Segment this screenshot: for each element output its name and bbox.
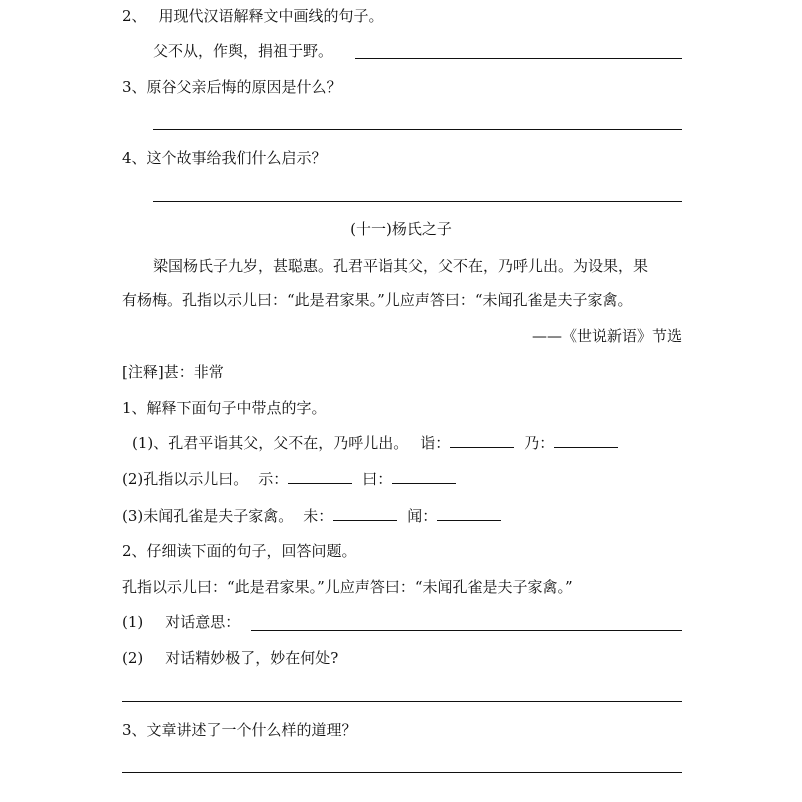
exercise-2-title: 2、仔细读下面的句子，回答问题。	[122, 542, 357, 560]
question-3-answer-line[interactable]	[153, 129, 682, 130]
sub-text: 对话精妙极了，妙在何处?	[165, 649, 339, 667]
exercise-1-item-3	[122, 506, 501, 526]
answer-blank[interactable]	[437, 506, 501, 521]
question-2-answer-line[interactable]	[355, 58, 682, 59]
exercise-3-answer-line[interactable]	[122, 772, 682, 773]
answer-blank[interactable]	[333, 506, 397, 521]
answer-blank[interactable]	[554, 433, 618, 448]
story-line-2: 有杨梅。孔指以示儿曰：“此是君家果。”儿应声答曰：“未闻孔雀是夫子家禽。	[122, 291, 633, 309]
item-word-label: 乃：	[524, 434, 555, 452]
question-2-sentence: 父不从，作舆，捐祖于野。	[153, 42, 334, 60]
story-source: ——《世说新语》节选	[531, 327, 682, 345]
item-word-label: 诣：	[420, 434, 451, 452]
item-word-label: 未：	[303, 507, 334, 525]
story-title: (十一)杨氏之子	[350, 220, 452, 238]
exercise-2-sub-1-answer-line[interactable]	[251, 630, 682, 631]
exercise-2-quote: 孔指以示儿曰：“此是君家果。”儿应声答曰：“未闻孔雀是夫子家禽。”	[122, 578, 573, 596]
answer-blank[interactable]	[450, 433, 514, 448]
exercise-1-item-2	[122, 469, 456, 489]
sub-number: (2)	[122, 649, 144, 667]
item-sentence: (1)、孔君平诣其父，父不在，乃呼儿出。	[132, 434, 409, 452]
question-2-number: 2、	[122, 7, 147, 25]
item-word-label: 示：	[258, 470, 289, 488]
question-3: 3、原谷父亲后悔的原因是什么？	[122, 78, 342, 96]
story-line-1: 梁国杨氏子九岁，甚聪惠。孔君平诣其父，父不在，乃呼儿出。为设果，果	[153, 257, 649, 275]
exercise-1-title: 1、解释下面句子中带点的字。	[122, 399, 327, 417]
exercise-2-sub-2-answer-line[interactable]	[122, 701, 682, 702]
item-sentence: (2)孔指以示儿曰。	[122, 470, 249, 488]
question-2	[122, 6, 384, 26]
item-word-label: 闻：	[407, 507, 438, 525]
story-note: [注释]甚：非常	[122, 363, 224, 381]
sub-number: (1)	[122, 613, 144, 631]
sub-text: 对话意思：	[165, 613, 241, 631]
exercise-3-title: 3、文章讲述了一个什么样的道理？	[122, 721, 357, 739]
question-2-text: 用现代汉语解释文中画线的句子。	[158, 7, 384, 25]
exercise-2-sub-2	[122, 648, 338, 668]
answer-blank[interactable]	[392, 469, 456, 484]
item-sentence: (3)未闻孔雀是夫子家禽。	[122, 507, 294, 525]
question-4: 4、这个故事给我们什么启示？	[122, 149, 327, 167]
question-4-answer-line[interactable]	[153, 201, 682, 202]
exercise-1-item-1	[132, 433, 618, 453]
item-word-label: 曰：	[362, 470, 393, 488]
answer-blank[interactable]	[288, 469, 352, 484]
exercise-2-sub-1	[122, 612, 240, 632]
